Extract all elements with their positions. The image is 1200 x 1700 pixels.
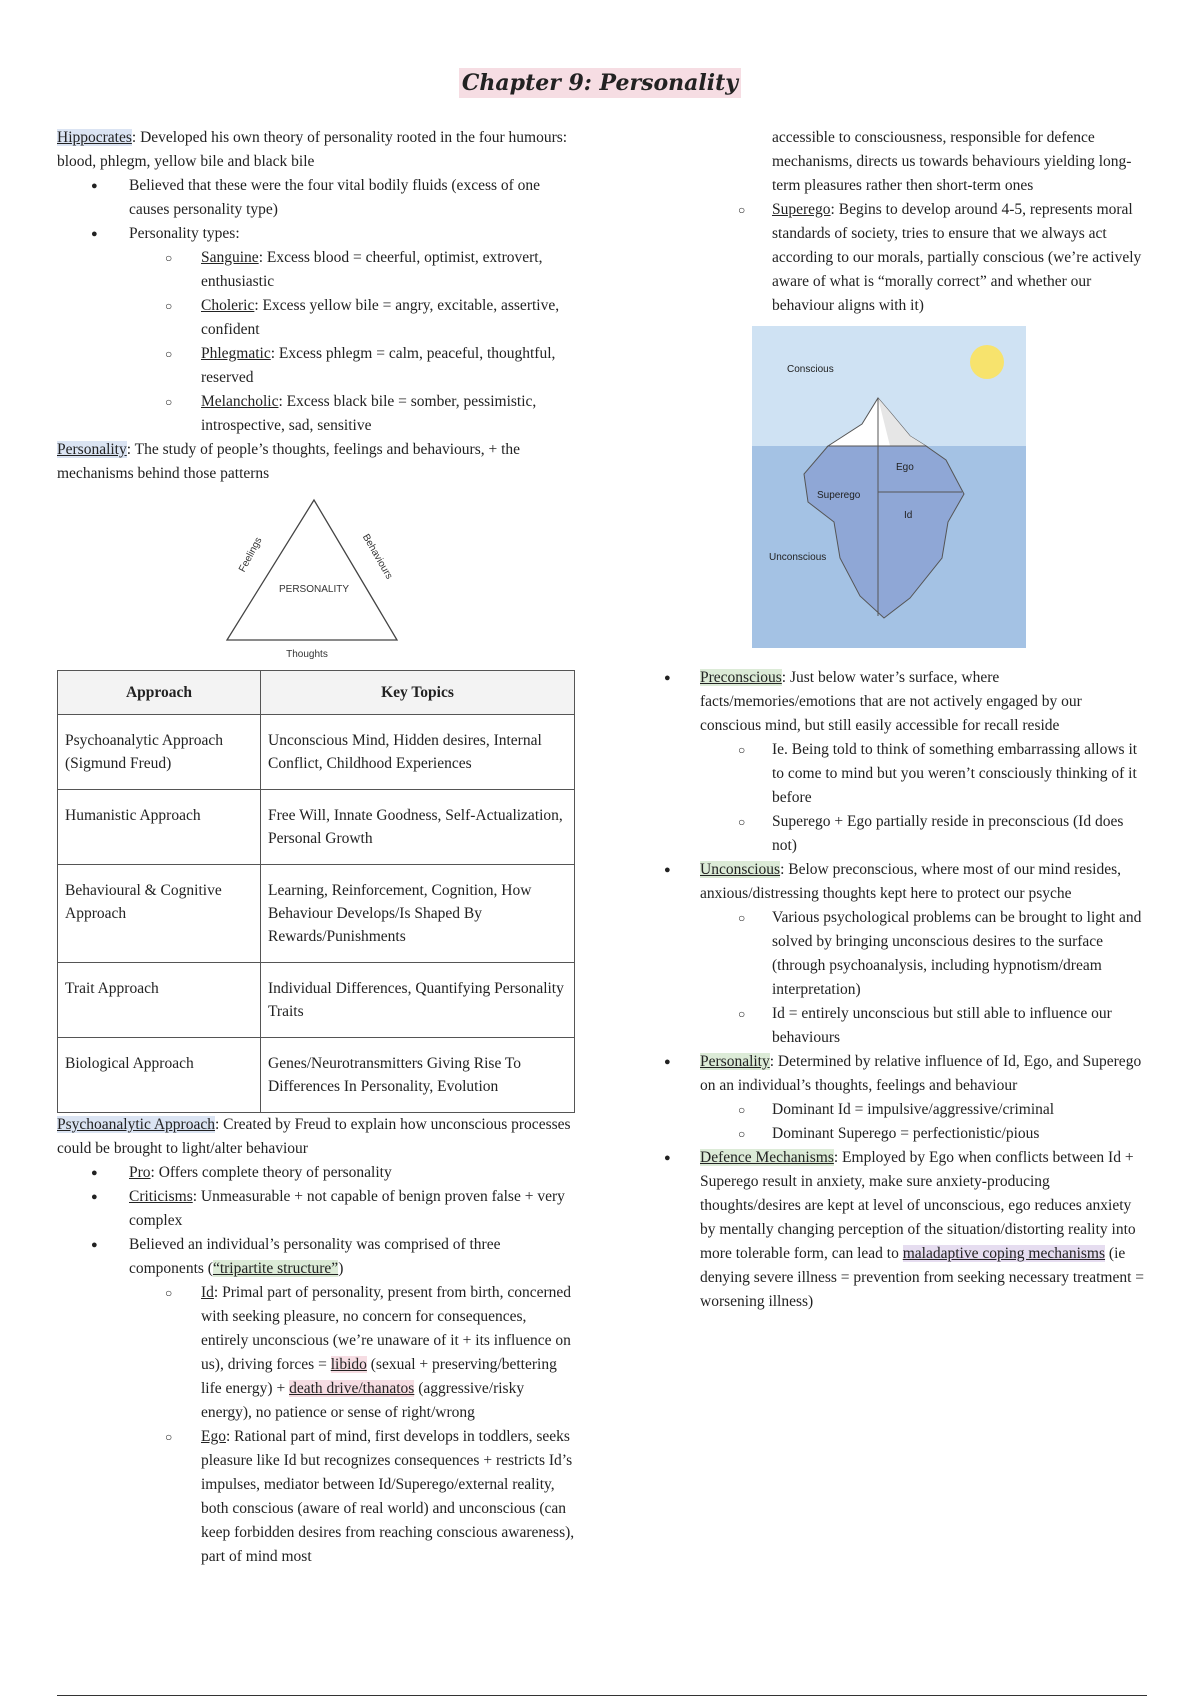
triangle-left-label: Feelings — [237, 535, 265, 575]
hippocrates-paragraph — [57, 126, 577, 174]
criticisms-text: : Unmeasurable + not capable of benign proven false + very complex — [129, 1188, 565, 1229]
hippocrates-term: Hippocrates — [57, 129, 132, 146]
table-cell: Free Will, Innate Goodness, Self-Actualization, Personal Growth — [261, 790, 575, 865]
thanatos-highlight: death drive/thanatos — [289, 1380, 415, 1397]
personality-text: : The study of people’s thoughts, feelings and behaviours, + the mechanisms behind those patterns — [57, 441, 521, 482]
table-row — [58, 790, 575, 865]
list-item: ○ Dominant Id = impulsive/aggressive/criminal — [700, 1098, 1146, 1122]
id-text-1: : Primal part of personality, present from birth, concerned with seeking pleasure, no concern for consequences, entirely unconscious (we’re unaware of it + its influence on us), driving forces = — [201, 1284, 572, 1373]
list-item-choleric — [57, 294, 577, 342]
id-term: Id — [201, 1284, 214, 1301]
table-cell: Unconscious Mind, Hidden desires, Internal Conflict, Childhood Experiences — [261, 715, 575, 790]
right-bullets — [700, 666, 1146, 1314]
table-row — [58, 1038, 575, 1113]
list-item: ○ Various psychological problems can be brought to light and solved by bringing unconscious desires to the surface (through psychoanalysis, including hypnotism/dream interpretation) — [700, 906, 1146, 1002]
ego-continued: accessible to consciousness, responsible for defence mechanisms, directs us towards behaviours yielding long-term pleasures rather then short-term ones — [772, 129, 1132, 194]
defence-text-1: : Employed by Ego when conflicts between Id + Superego result in anxiety, make sure anxiety-producing thoughts/desires are kept at level of unconscious, ego reduces anxiety by mentally changing perception of the situation/distorting reality into more tolerable form, can lead to — [700, 1149, 1136, 1262]
sanguine-text: : Excess blood = cheerful, optimist, extrovert, enthusiastic — [201, 249, 543, 290]
superego-label: Superego — [817, 490, 861, 501]
personality-term: Personality — [57, 441, 127, 458]
criticisms-term: Criticisms — [129, 1188, 193, 1205]
choleric-text: : Excess yellow bile = angry, excitable, assertive, confident — [201, 297, 560, 338]
sun-icon — [970, 345, 1004, 379]
list-item-superego — [700, 198, 1146, 318]
list-item: ○ Dominant Superego = perfectionistic/pious — [700, 1122, 1146, 1146]
maladaptive-highlight: maladaptive coping mechanisms — [902, 1245, 1106, 1262]
tripartite-pre: Believed an individual’s personality was comprised of three components ( — [129, 1236, 501, 1277]
right-column — [700, 126, 1146, 1314]
table-cell: Individual Differences, Quantifying Personality Traits — [261, 963, 575, 1038]
id-label: Id — [904, 510, 913, 521]
triangle-bottom-label: Thoughts — [286, 649, 328, 660]
list-item-sanguine — [57, 246, 577, 294]
preconscious-term: Preconscious — [700, 669, 782, 686]
table-cell: Trait Approach — [58, 963, 261, 1038]
hippocrates-text: : Developed his own theory of personality rooted in the four humours: blood, phlegm, yellow bile and black bile — [57, 129, 568, 170]
list-item: ○ Ie. Being told to think of something embarrassing allows it to come to mind but you weren’t consciously thinking of it before — [700, 738, 1146, 810]
list-item-phlegmatic — [57, 342, 577, 390]
superego-term: Superego — [772, 201, 831, 218]
phlegmatic-term: Phlegmatic — [201, 345, 271, 362]
psychoanalytic-paragraph — [57, 1113, 577, 1161]
melancholic-text: : Excess black bile = somber, pessimistic, introspective, sad, sensitive — [201, 393, 537, 434]
iceberg-diagram — [752, 326, 1026, 648]
list-item-unconscious — [700, 858, 1146, 906]
table-cell: Behavioural & Cognitive Approach — [58, 865, 261, 963]
approaches-table — [57, 670, 575, 1113]
personality-term-right: Personality — [700, 1053, 770, 1070]
table-header: Key Topics — [261, 671, 575, 715]
right-continuation — [700, 126, 1146, 318]
personality-definition — [57, 438, 577, 486]
tripartite-highlight: “tripartite structure” — [212, 1260, 339, 1277]
list-item: ● Personality types: — [57, 222, 577, 246]
tripartite-post: ) — [338, 1260, 344, 1277]
list-item-preconscious — [700, 666, 1146, 738]
list-item-personality — [700, 1050, 1146, 1098]
pro-term: Pro — [129, 1164, 151, 1181]
table-row — [58, 715, 575, 790]
unconscious-label: Unconscious — [769, 552, 827, 563]
defence-text-2: (ie denying severe illness = prevention from seeking necessary treatment = worsening illness) — [700, 1245, 1145, 1310]
libido-highlight: libido — [330, 1356, 367, 1373]
unconscious-term: Unconscious — [700, 861, 781, 878]
table-cell: Biological Approach — [58, 1038, 261, 1113]
list-item: ○ Id = entirely unconscious but still able to influence our behaviours — [700, 1002, 1146, 1050]
psychoanalytic-bullets — [57, 1161, 577, 1569]
phlegmatic-text: : Excess phlegm = calm, peaceful, thoughtful, reserved — [201, 345, 556, 386]
table-cell: Psychoanalytic Approach (Sigmund Freud) — [58, 715, 261, 790]
title-wrap — [0, 68, 1200, 98]
list-item-defence — [700, 1146, 1146, 1314]
list-item-id — [57, 1281, 577, 1425]
table-row — [58, 865, 575, 963]
triangle-right-label: Behaviours — [359, 532, 395, 582]
table-cell: Learning, Reinforcement, Cognition, How Behaviour Develops/Is Shaped By Rewards/Punishments — [261, 865, 575, 963]
ego-label: Ego — [896, 462, 914, 473]
superego-text: : Begins to develop around 4-5, represents moral standards of society, tries to ensure that we always act according to our morals, partially conscious (we’re actively aware of what is “morally correct” and whether our behaviour aligns with it) — [772, 201, 1142, 314]
table-cell: Humanistic Approach — [58, 790, 261, 865]
choleric-term: Choleric — [201, 297, 255, 314]
melancholic-term: Melancholic — [201, 393, 279, 410]
list-item-ego — [57, 1425, 577, 1569]
unconscious-text: : Below preconscious, where most of our mind resides, anxious/distressing thoughts kept here to protect our psyche — [700, 861, 1122, 902]
list-item-criticisms — [57, 1185, 577, 1233]
pro-text: : Offers complete theory of personality — [150, 1164, 392, 1181]
list-item: ● Believed that these were the four vital bodily fluids (excess of one causes personality type) — [57, 174, 577, 222]
psychoanalytic-text: : Created by Freud to explain how unconscious processes could be brought to light/alter behaviour — [57, 1116, 571, 1157]
footer-divider — [57, 1695, 1147, 1696]
table-header-row — [58, 671, 575, 715]
preconscious-text: : Just below water’s surface, where facts/memories/emotions that are not actively engaged by our conscious mind, but still easily accessible for recall reside — [700, 669, 1082, 734]
list-item-pro — [57, 1161, 577, 1185]
defence-term: Defence Mechanisms — [700, 1149, 834, 1166]
hippocrates-bullets — [57, 174, 577, 438]
personality-triangle-diagram — [57, 486, 577, 666]
list-item-tripartite — [57, 1233, 577, 1281]
personality-text-right: : Determined by relative influence of Id, Ego, and Superego on an individual’s thoughts, feelings and behaviour — [700, 1053, 1142, 1094]
ego-text: : Rational part of mind, first develops in toddlers, seeks pleasure like Id but recognizes consequences + restricts Id’s impulses, mediator between Id/Superego/external reality, both conscious (aware of real world) and unconscious (can keep forbidden desires from reaching conscious awareness), part of mind most — [201, 1428, 575, 1565]
triangle-center-label: PERSONALITY — [278, 584, 350, 595]
conscious-label: Conscious — [787, 364, 834, 375]
list-item: ○ Superego + Ego partially reside in preconscious (Id does not) — [700, 810, 1146, 858]
sanguine-term: Sanguine — [201, 249, 259, 266]
left-column — [57, 126, 577, 1569]
table-header: Approach — [58, 671, 261, 715]
list-item-melancholic — [57, 390, 577, 438]
ego-term: Ego — [201, 1428, 226, 1445]
id-text-3: (aggressive/risky energy), no patience or sense of right/wrong — [201, 1380, 525, 1421]
id-text-2: (sexual + preserving/bettering life energy) + — [201, 1356, 557, 1397]
triangle-shape — [227, 500, 397, 640]
triangle-svg — [57, 486, 577, 666]
table-row — [58, 963, 575, 1038]
page-title: Chapter 9: Personality — [459, 68, 741, 98]
table-cell: Genes/Neurotransmitters Giving Rise To Differences In Personality, Evolution — [261, 1038, 575, 1113]
psychoanalytic-term: Psychoanalytic Approach — [57, 1116, 215, 1133]
